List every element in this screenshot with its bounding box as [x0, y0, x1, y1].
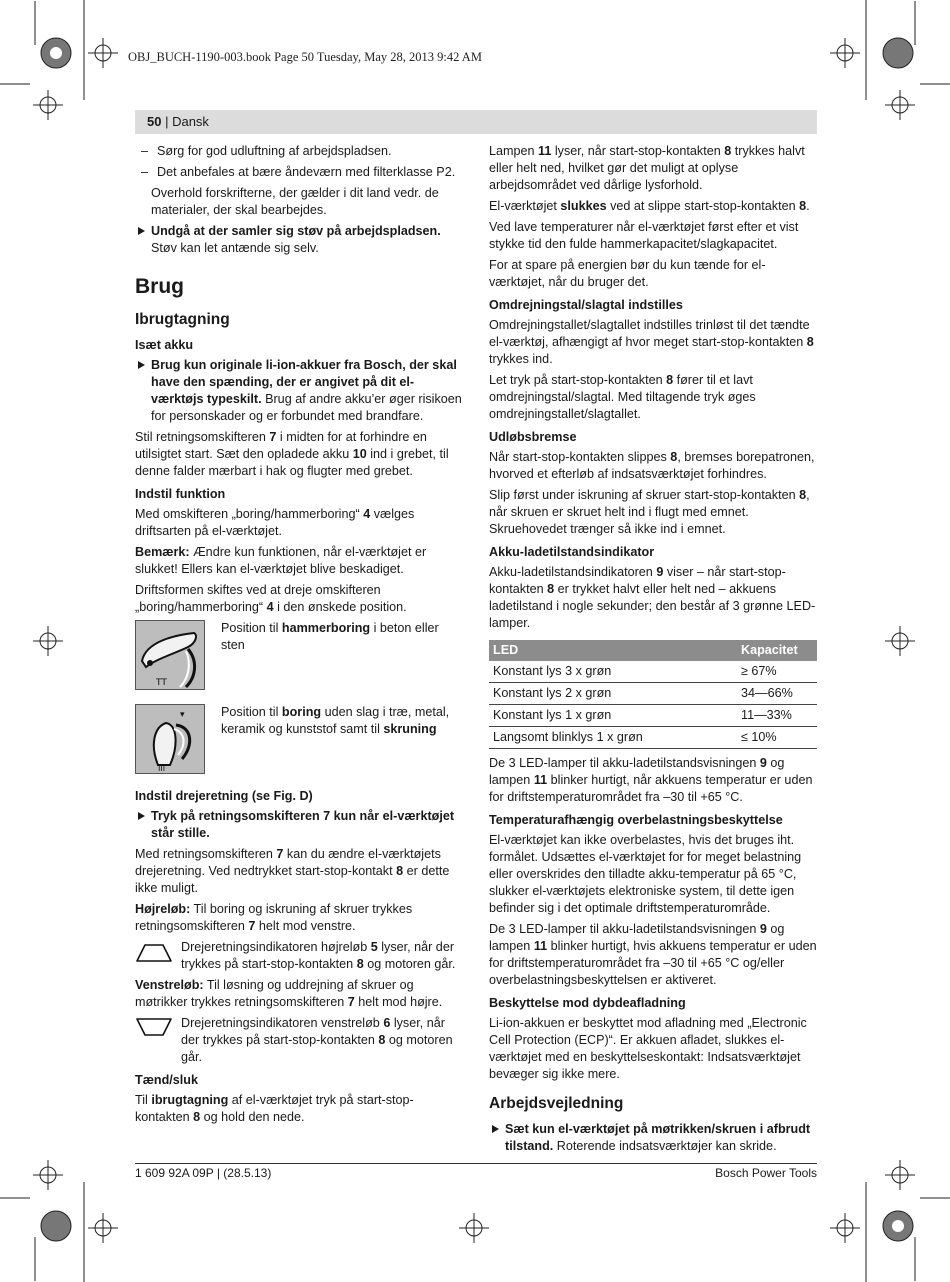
paragraph: For at spare på energien bør du kun tænde for el-værktøjet, når du bruger det.	[489, 258, 766, 289]
page-header	[135, 110, 817, 134]
right-rotation-indicator-row: Drejeretningsindikatoren højreløb 5 lyser, når der trykkes på start-stop-kontakten 8 og motoren går.	[135, 939, 463, 973]
paragraph: Omdrejningstallet/slagtallet indstilles trinløst til det tændte el-værktøj, afhængigt af hvor meget start-stop-kontakten 8 trykkes ind.	[489, 318, 814, 366]
svg-text:III: III	[158, 764, 166, 773]
paragraph: Når start-stop-kontakten slippes 8, bremses borepatronen, hvorved et efterløb af indsatsværktøjet forhindres.	[489, 450, 815, 481]
paragraph: Med omskifteren „boring/hammerboring“ 4 vælges driftsarten på el-værktøjet.	[135, 507, 415, 538]
heading-akku-indikator: Akku-ladetilstandsindikator	[489, 545, 655, 559]
section-heading-brug: Brug	[135, 275, 184, 298]
text: Brug af andre akku’er øger risikoen for personskader og er forbundet med brandfare.	[151, 392, 462, 423]
heading-udlobsbremse: Udløbsbremse	[489, 430, 577, 444]
paragraph: Til ibrugtagning af el-værktøjet tryk på start-stop-kontakten 8 og hold den nede.	[135, 1093, 414, 1124]
subheading-ibrugtagning: Ibrugtagning	[135, 311, 230, 328]
bold-text: Sæt kun el-værktøjet på møtrikken/skruen i afbrudt tilstand.	[505, 1122, 811, 1153]
drill-screw-icon	[136, 705, 204, 773]
footer-divider	[135, 1163, 817, 1164]
hammer-drill-icon	[136, 621, 204, 689]
footer-doc-number: 1 609 92A 09P | (28.5.13)	[135, 1166, 272, 1180]
table-cell: Konstant lys 3 x grøn	[489, 661, 737, 683]
svg-text:▾: ▾	[180, 710, 185, 720]
left-rotation-indicator-row: Drejeretningsindikatoren venstreløb 6 lyser, når der trykkes på start-stop-kontakten 8 og motoren går.	[135, 1015, 463, 1066]
dash-item: – Sørg for god udluftning af arbejdspladsen.	[135, 143, 463, 160]
drill-position-image	[135, 704, 205, 774]
text: Roterende indsatsværktøjer kan skride.	[553, 1139, 777, 1153]
bullet-item	[489, 1121, 817, 1155]
footer-brand: Bosch Power Tools	[715, 1166, 817, 1180]
page-number: 50	[147, 114, 162, 129]
table-row	[489, 705, 817, 727]
drill-position-row	[135, 704, 463, 774]
table-row	[489, 683, 817, 705]
bullet-item	[135, 223, 463, 257]
header-language: Dansk	[172, 114, 209, 129]
bullet-item	[135, 808, 463, 842]
paragraph: El-værktøjet slukkes ved at slippe start-stop-kontakten 8.	[489, 199, 810, 213]
hammer-drill-position-row	[135, 620, 463, 690]
heading-isaet-akku: Isæt akku	[135, 338, 194, 352]
led-capacity-table	[489, 640, 817, 749]
table-cell: ≥ 67%	[737, 661, 817, 683]
heading-omdrejningstal: Omdrejningstal/slagtal indstilles	[489, 298, 683, 312]
paragraph: Let tryk på start-stop-kontakten 8 fører til et lavt omdrejningstal/slagtal. Med tiltagende tryk øges omdrejningstallet/slagtallet.	[489, 373, 756, 421]
paragraph: Med retningsomskifteren 7 kan du ændre el-værktøjets drejeretning. Ved nedtrykket start-stop-kontakt 8 er dette ikke muligt.	[135, 847, 450, 895]
paragraph: Ved lave temperaturer når el-værktøjet først efter et vist stykke tid den fulde hammerkapacitet/slagkapacitet.	[489, 220, 799, 251]
paragraph: Akku-ladetilstandsindikatoren 9 viser – når start-stop-kontakten 8 er trykket halvt eller helt ned – akkuens ladetilstand i nogle sekunder; den består af 3 grønne LED-lamper.	[489, 565, 816, 630]
heading-temperatur: Temperaturafhængig overbelastningsbeskyttelse	[489, 813, 783, 827]
heading-taend-sluk: Tænd/sluk	[135, 1073, 198, 1087]
table-row	[489, 661, 817, 683]
table-cell: ≤ 10%	[737, 727, 817, 749]
table-cell: Langsomt blinklys 1 x grøn	[489, 727, 737, 749]
heading-indstil-funktion: Indstil funktion	[135, 487, 226, 501]
left-column	[135, 143, 463, 1130]
text: Støv kan let antænde sig selv.	[151, 241, 319, 255]
svg-text:TT: TT	[156, 678, 167, 688]
table-row	[489, 727, 817, 749]
table-cell: Konstant lys 1 x grøn	[489, 705, 737, 727]
bold-text: Tryk på retningsomskifteren 7 kun når el-værktøjet står stille.	[151, 809, 455, 840]
paragraph: Driftsformen skiftes ved at dreje omskifteren „boring/hammerboring“ 4 i den ønskede position.	[135, 583, 407, 614]
table-header-led: LED	[489, 640, 737, 661]
hammer-drill-position-image	[135, 620, 205, 690]
paragraph: Venstreløb: Til løsning og uddrejning af skruer og møtrikker trykkes retningsomskifteren 7 helt mod højre.	[135, 978, 443, 1009]
dash-item: – Det anbefales at bære åndeværn med filterklasse P2.	[135, 164, 463, 181]
paragraph: Lampen 11 lyser, når start-stop-kontakten 8 trykkes halvt eller helt ned, hvilket gør det muligt at oplyse arbejdsområdet ved dårlige lysforhold.	[489, 144, 805, 192]
paragraph: Overhold forskrifterne, der gælder i dit land vedr. de materialer, der skal bearbejdes.	[151, 186, 439, 217]
table-cell: 11—33%	[737, 705, 817, 727]
bold-text: Undgå at der samler sig støv på arbejdspladsen.	[151, 224, 441, 238]
subheading-arbejdsvejledning: Arbejdsvejledning	[489, 1095, 624, 1112]
note-paragraph: Bemærk: Ændre kun funktionen, når el-værktøjet er slukket! Ellers kan el-værktøjet blive beskadiget.	[135, 545, 427, 576]
right-column	[489, 143, 817, 1159]
table-cell: 34—66%	[737, 683, 817, 705]
table-header-capacity: Kapacitet	[737, 640, 817, 661]
bold-text: Brug kun originale li-ion-akkuer fra Bosch, der skal have den spænding, der er angivet på dit el-værktøjs typeskilt.	[151, 358, 457, 406]
paragraph: El-værktøjet kan ikke overbelastes, hvis det bruges iht. formålet. Udsættes el-værktøjet for for meget belastning eller overskrides den tilladte akku-temperatur på 65 °C, slukker el-værktøjets elektroniske system, til dette igen befinder sig i det optimale driftstemperaturområde.	[489, 833, 802, 915]
header-separator: |	[161, 114, 173, 129]
bullet-item	[135, 357, 463, 425]
right-rotation-arrow-icon	[135, 941, 173, 963]
book-slug: OBJ_BUCH-1190-003.book Page 50 Tuesday, May 28, 2013 9:42 AM	[128, 50, 482, 64]
paragraph: Stil retningsomskifteren 7 i midten for at forhindre en utilsigtet start. Sæt den opladede akku 10 ind i grebet, til denne falder mærbart i hak og flugter med grebet.	[135, 430, 449, 478]
paragraph: Slip først under iskruning af skruer start-stop-kontakten 8, når skruen er skruet helt ind i flugt med emnet. Skruehovedet trænger så ikke ind i emnet.	[489, 488, 810, 536]
drill-position-text: Position til boring uden slag i træ, metal, keramik og kunststof samt til skruning	[221, 705, 450, 736]
paragraph: De 3 LED-lamper til akku-ladetilstandsvisningen 9 og lampen 11 blinker hurtigt, når akkuens temperatur er uden for driftstemperaturområdet fra –30 til +65 °C.	[489, 756, 813, 804]
paragraph: Li-ion-akkuen er beskyttet mod afladning med „Electronic Cell Protection (ECP)“. Er akkuen afladet, slukkes el-værktøjet med en beskyttelseskontakt: Indsatsværktøjet bevæger sig ikke mere.	[489, 1016, 807, 1081]
left-rotation-arrow-icon	[135, 1017, 173, 1039]
heading-indstil-drejeretning: Indstil drejeretning (se Fig. D)	[135, 789, 313, 803]
table-cell: Konstant lys 2 x grøn	[489, 683, 737, 705]
paragraph: De 3 LED-lamper til akku-ladetilstandsvisningen 9 og lampen 11 blinker hurtigt, hvis akkuens temperatur er uden for driftstemperaturområdet fra –30 til +65 °C og/eller overbelastningsbeskyttelsen er aktiveret.	[489, 922, 817, 987]
hammer-drill-position-text: Position til hammerboring i beton eller sten	[221, 621, 439, 652]
heading-beskyttelse: Beskyttelse mod dybdeafladning	[489, 996, 686, 1010]
paragraph: Højreløb: Til boring og iskruning af skruer trykkes retningsomskifteren 7 helt mod venstre.	[135, 902, 413, 933]
